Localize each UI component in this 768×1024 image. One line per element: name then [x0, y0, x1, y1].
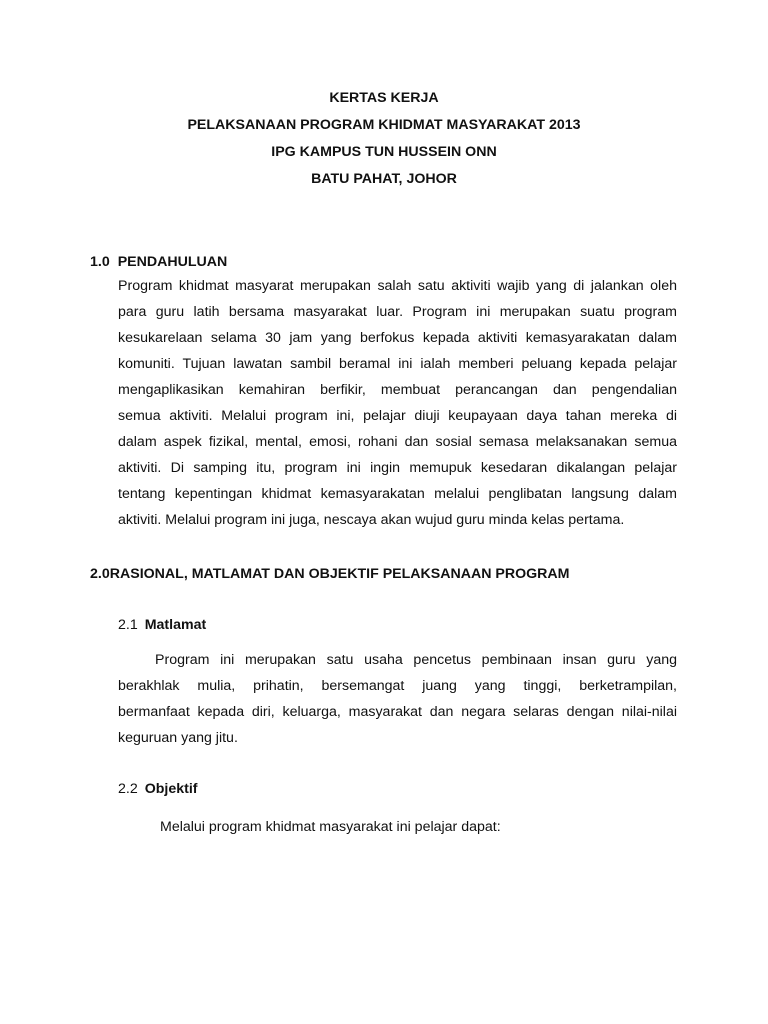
- paragraph-line: tentang kepentingan khidmat kemasyarakatan melalui penglibatan langsung dalam: [118, 486, 677, 502]
- subsection-2-1-number: 2.1: [118, 617, 138, 633]
- paragraph-line: Program khidmat masyarat merupakan salah satu aktiviti wajib yang di jalankan oleh: [118, 278, 677, 294]
- section-1-heading: [90, 253, 227, 271]
- subsection-2-1-title: Matlamat: [144, 617, 207, 633]
- title-line-2: PELAKSANAAN PROGRAM KHIDMAT MASYARAKAT 2013: [187, 117, 581, 133]
- title-block: [0, 89, 768, 197]
- paragraph-line: para guru latih bersama masyarakat luar. Program ini merupakan suatu program: [118, 304, 677, 320]
- paragraph-line: semua aktiviti. Melalui program ini, pelajar diuji keupayaan daya tahan mereka di: [118, 408, 677, 424]
- subsection-2-2-title: Objektif: [144, 781, 198, 797]
- title-line-3: IPG KAMPUS TUN HUSSEIN ONN: [271, 144, 497, 160]
- subsection-2-2-intro: Melalui program khidmat masyarakat ini pelajar dapat:: [160, 819, 501, 835]
- paragraph-line: keguruan yang jitu.: [118, 730, 238, 746]
- paragraph-line: aktiviti. Melalui program ini juga, nescaya akan wujud guru minda kelas pertama.: [118, 512, 625, 528]
- subsection-2-1-heading: [118, 616, 206, 634]
- paragraph-line: aktiviti. Di samping itu, program ini ingin memupuk kesedaran dikalangan pelajar: [118, 460, 677, 476]
- subsection-2-2-number: 2.2: [118, 781, 138, 797]
- section-2-number: 2.0: [90, 566, 110, 582]
- subsection-2-2-heading: [118, 780, 198, 798]
- paragraph-line: Program ini merupakan satu usaha pencetus pembinaan insan guru yang: [155, 652, 677, 668]
- paragraph-line: mengaplikasikan kemahiran berfikir, membuat perancangan dan pengendalian: [118, 382, 677, 398]
- subsection-2-1-paragraph: [118, 647, 677, 751]
- title-line-1: KERTAS KERJA: [329, 90, 439, 106]
- section-2-title: RASIONAL, MATLAMAT DAN OBJEKTIF PELAKSANAAN PROGRAM: [109, 566, 570, 582]
- section-1-number: 1.0: [90, 254, 110, 270]
- paragraph-line: dalam aspek fizikal, mental, emosi, rohani dan sosial semasa melaksanakan semua: [118, 434, 677, 450]
- title-line-4: BATU PAHAT, JOHOR: [311, 171, 457, 187]
- paragraph-line: kesukarelaan selama 30 jam yang berfokus kepada aktiviti kemasyarakatan dalam: [118, 330, 677, 346]
- paragraph-line: komuniti. Tujuan lawatan sambil beramal ini ialah memberi peluang kepada pelajar: [118, 356, 677, 372]
- section-2-heading: [90, 565, 570, 583]
- section-1-title: PENDAHULUAN: [117, 254, 228, 270]
- section-1-paragraph: [118, 273, 677, 533]
- paragraph-line: bermanfaat kepada diri, keluarga, masyarakat dan negara selaras dengan nilai-nilai: [118, 704, 677, 720]
- paragraph-line: berakhlak mulia, prihatin, bersemangat juang yang tinggi, berketrampilan,: [118, 678, 677, 694]
